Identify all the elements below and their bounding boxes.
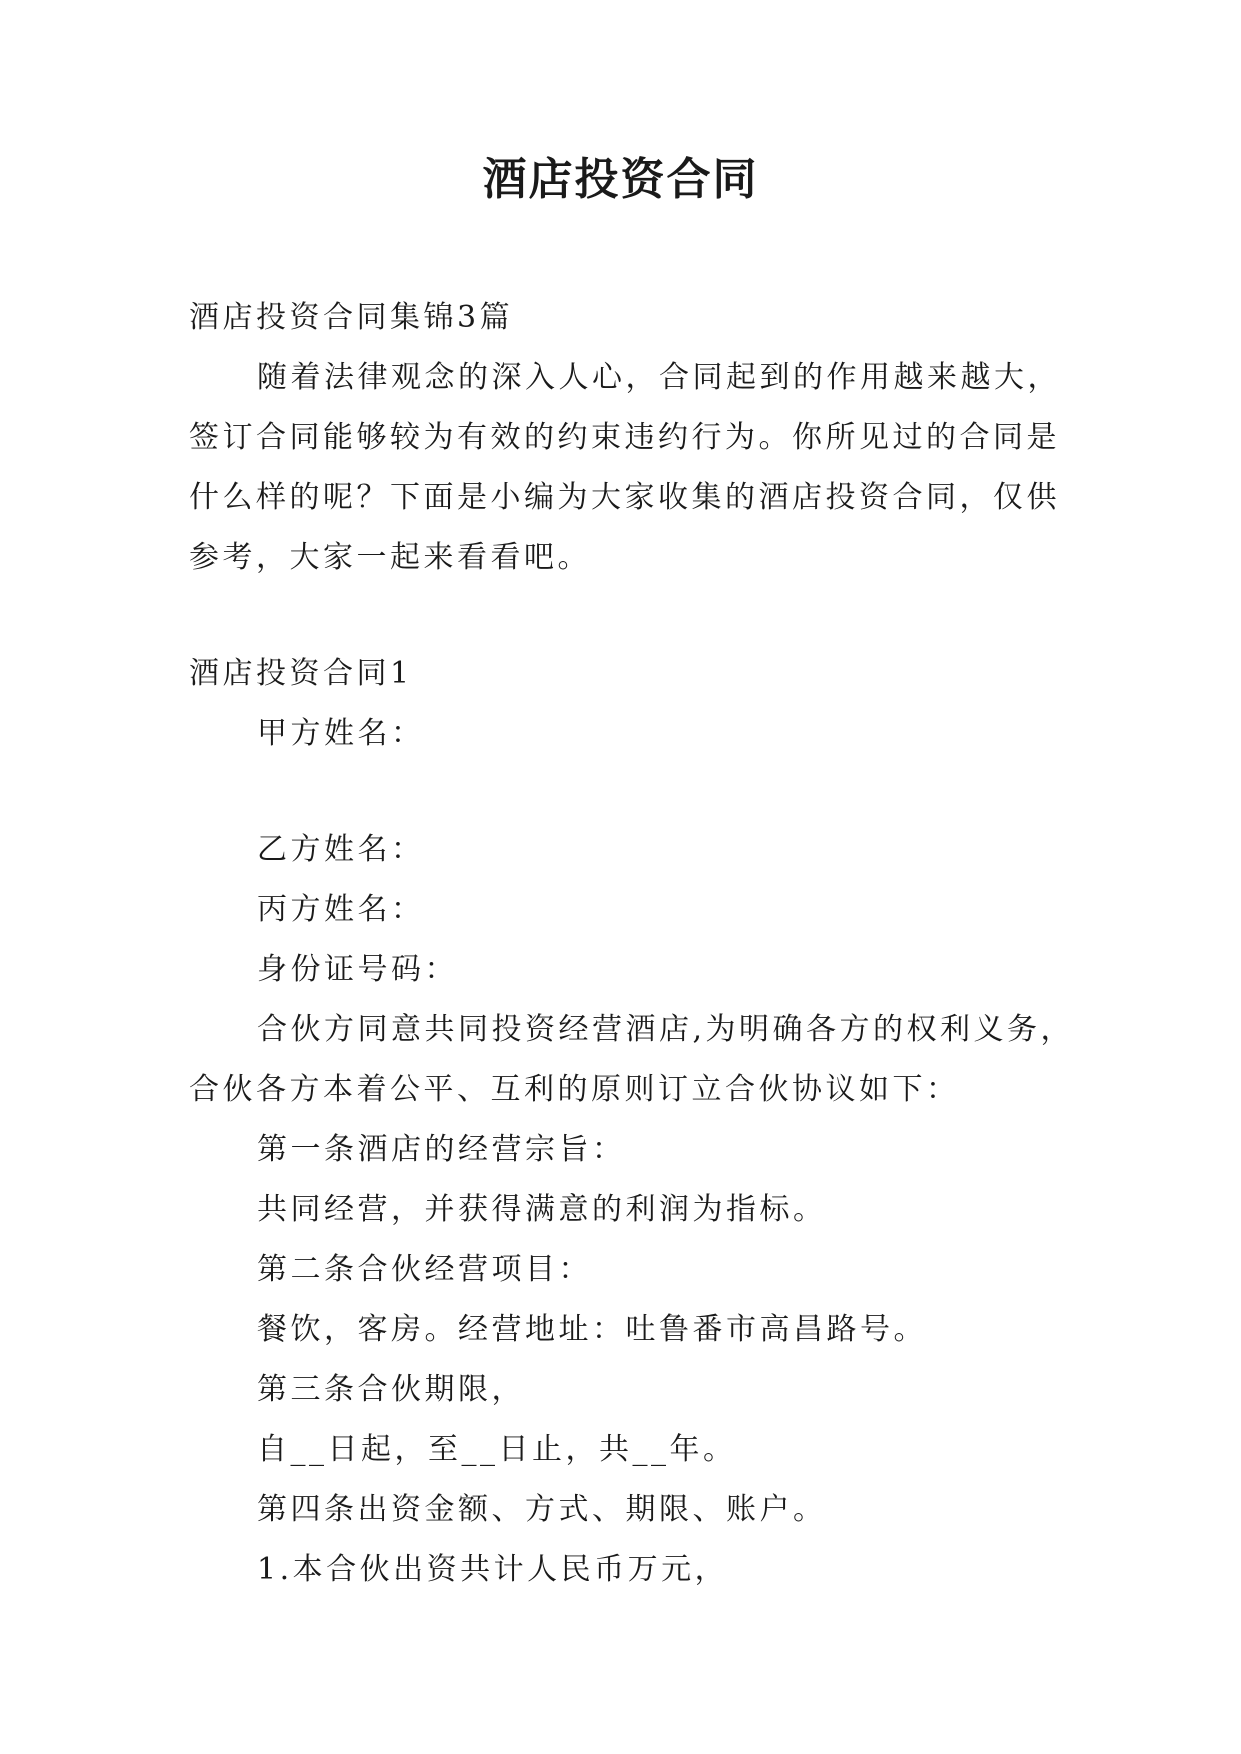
clause-line: 共同经营，并获得满意的利润为指标。 xyxy=(257,1192,827,1227)
party-c-label: 丙方姓名： xyxy=(257,892,425,927)
clause-line: 第三条合伙期限， xyxy=(257,1372,525,1407)
intro-line: 什么样的呢？下面是小编为大家收集的酒店投资合同，仅供 xyxy=(189,480,1060,515)
document-subtitle: 酒店投资合同集锦3篇 xyxy=(189,300,514,335)
clause-line: 自__日起，至__日止，共__年。 xyxy=(257,1432,737,1467)
agreement-line: 合伙各方本着公平、互利的原则订立合伙协议如下： xyxy=(189,1072,960,1107)
agreement-line: 合伙方同意共同投资经营酒店,为明确各方的权利义务， xyxy=(257,1012,1075,1047)
intro-line: 随着法律观念的深入人心，合同起到的作用越来越大， xyxy=(257,360,1061,395)
section-heading: 酒店投资合同1 xyxy=(189,656,413,691)
clause-line: 第一条酒店的经营宗旨： xyxy=(257,1132,626,1167)
id-number-label: 身份证号码： xyxy=(257,952,458,987)
document-body xyxy=(189,288,1075,1600)
clause-line: 第四条出资金额、方式、期限、账户。 xyxy=(257,1492,827,1527)
intro-line: 参考，大家一起来看看吧。 xyxy=(189,540,591,575)
spacer xyxy=(189,588,1069,644)
page-title: 酒店投资合同 xyxy=(482,154,759,205)
intro-line: 签订合同能够较为有效的约束违约行为。你所见过的合同是 xyxy=(189,420,1060,455)
party-a-label: 甲方姓名： xyxy=(257,716,425,751)
clause-line: 1.本合伙出资共计人民币万元， xyxy=(257,1552,729,1587)
spacer xyxy=(189,764,1069,820)
clause-line: 餐饮，客房。经营地址：吐鲁番市高昌路号。 xyxy=(257,1312,927,1347)
clause-line: 第二条合伙经营项目： xyxy=(257,1252,592,1287)
party-b-label: 乙方姓名： xyxy=(257,832,425,867)
